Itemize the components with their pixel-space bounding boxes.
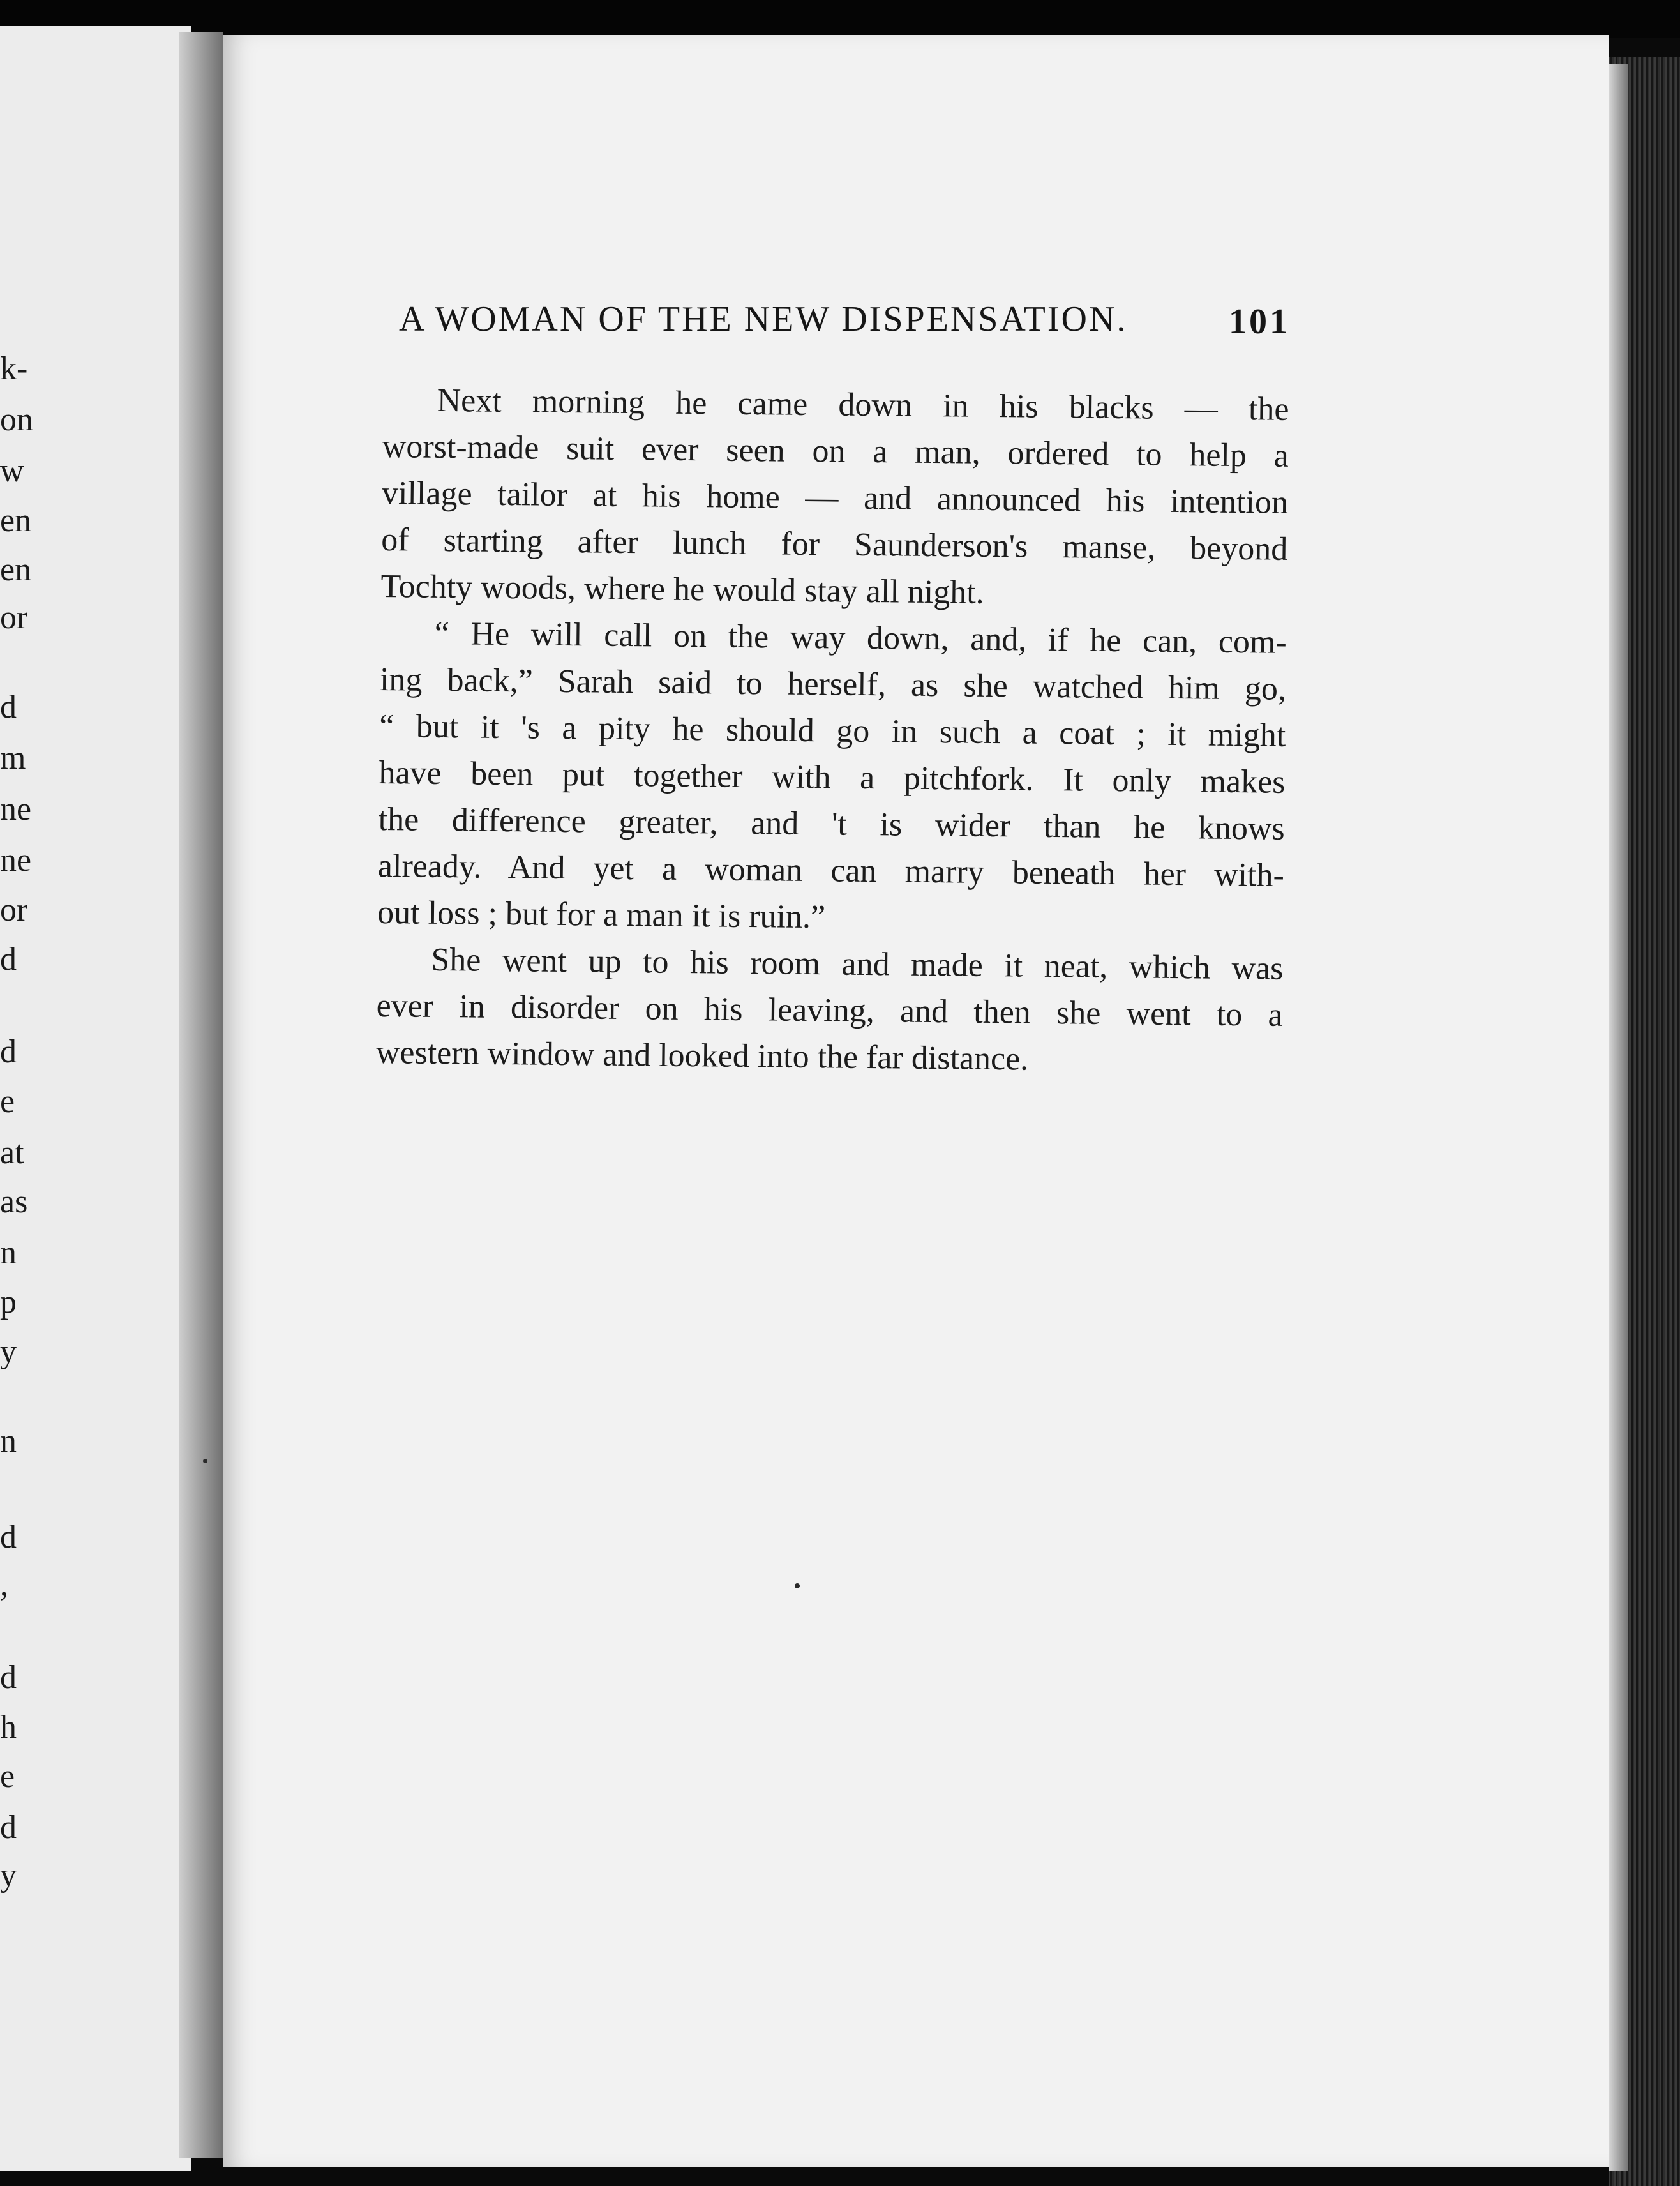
text-line: the difference greater, and 't is wider than he knows	[378, 801, 1285, 847]
previous-page-fragment: d	[0, 1809, 17, 1846]
previous-page-fragment: d	[0, 1034, 17, 1070]
previous-page-fragment: ne	[0, 791, 32, 827]
book-page	[223, 35, 1609, 2167]
previous-page-fragment: as	[0, 1184, 28, 1220]
text-line: already. And yet a woman can marry beneath her with-	[377, 847, 1285, 894]
paragraph	[377, 610, 1287, 946]
text-line: Next morning he came down in his blacks — the	[437, 382, 1289, 428]
scan-border-top	[0, 0, 1680, 38]
text-line: western window and looked into the far distance.	[375, 1034, 1029, 1078]
paragraph	[376, 936, 1284, 1085]
paragraph	[380, 377, 1289, 619]
previous-page-fragment: k-	[0, 351, 28, 387]
scan-speck	[203, 1459, 207, 1463]
previous-page-fragment: e	[0, 1083, 15, 1120]
text-line: Tochty woods, where he would stay all night.	[380, 568, 985, 611]
page-edge-highlight	[1609, 64, 1628, 2171]
text-line: worst-made suit ever seen on a man, ordered to help a	[382, 428, 1289, 474]
text-line: out loss ; but for a man it is ruin.”	[377, 894, 826, 936]
text-line: She went up to his room and made it neat, which was	[431, 941, 1284, 987]
previous-page-fragment: at	[0, 1134, 24, 1171]
previous-page-fragment: e	[0, 1758, 15, 1795]
previous-page	[0, 26, 191, 2171]
previous-page-fragment: y	[0, 1334, 17, 1370]
text-line: have been put together with a pitchfork. It only makes	[379, 754, 1286, 801]
text-line: of starting after lunch for Saunderson's manse, beyond	[381, 521, 1288, 568]
previous-page-fragment: en	[0, 552, 32, 588]
previous-page-fragment: p	[0, 1284, 17, 1320]
previous-page-fragment: y	[0, 1857, 17, 1894]
text-line: ever in disorder on his leaving, and then she went to a	[376, 987, 1283, 1034]
previous-page-fragment: h	[0, 1709, 17, 1745]
previous-page-fragment: on	[0, 402, 33, 438]
previous-page-fragment: d	[0, 1519, 17, 1555]
page-number: 101	[1229, 302, 1290, 342]
previous-page-fragment: d	[0, 941, 17, 977]
running-head: A WOMAN OF THE NEW DISPENSATION.	[399, 299, 1128, 339]
previous-page-fragment: or	[0, 599, 28, 636]
text-line: “ He will call on the way down, and, if he can, com-	[434, 615, 1287, 661]
scan-speck	[795, 1583, 800, 1588]
previous-page-fragment: ne	[0, 842, 32, 878]
text-line: village tailor at his home — and announced his intention	[381, 474, 1289, 521]
book-gutter	[179, 32, 223, 2158]
text-line: “ but it 's a pity he should go in such a coat ; it might	[379, 707, 1286, 754]
previous-page-fragment: or	[0, 892, 28, 928]
previous-page-fragment: m	[0, 740, 26, 776]
previous-page-fragment: w	[0, 453, 24, 489]
previous-page-fragment: d	[0, 1659, 17, 1696]
previous-page-fragment: n	[0, 1423, 17, 1459]
body-text	[376, 377, 1289, 1085]
previous-page-fragment: en	[0, 502, 32, 539]
text-line: ing back,” Sarah said to herself, as she watched him go,	[379, 661, 1287, 707]
previous-page-fragment: d	[0, 689, 17, 725]
previous-page-fragment: ,	[0, 1567, 8, 1603]
previous-page-fragment: n	[0, 1235, 17, 1271]
